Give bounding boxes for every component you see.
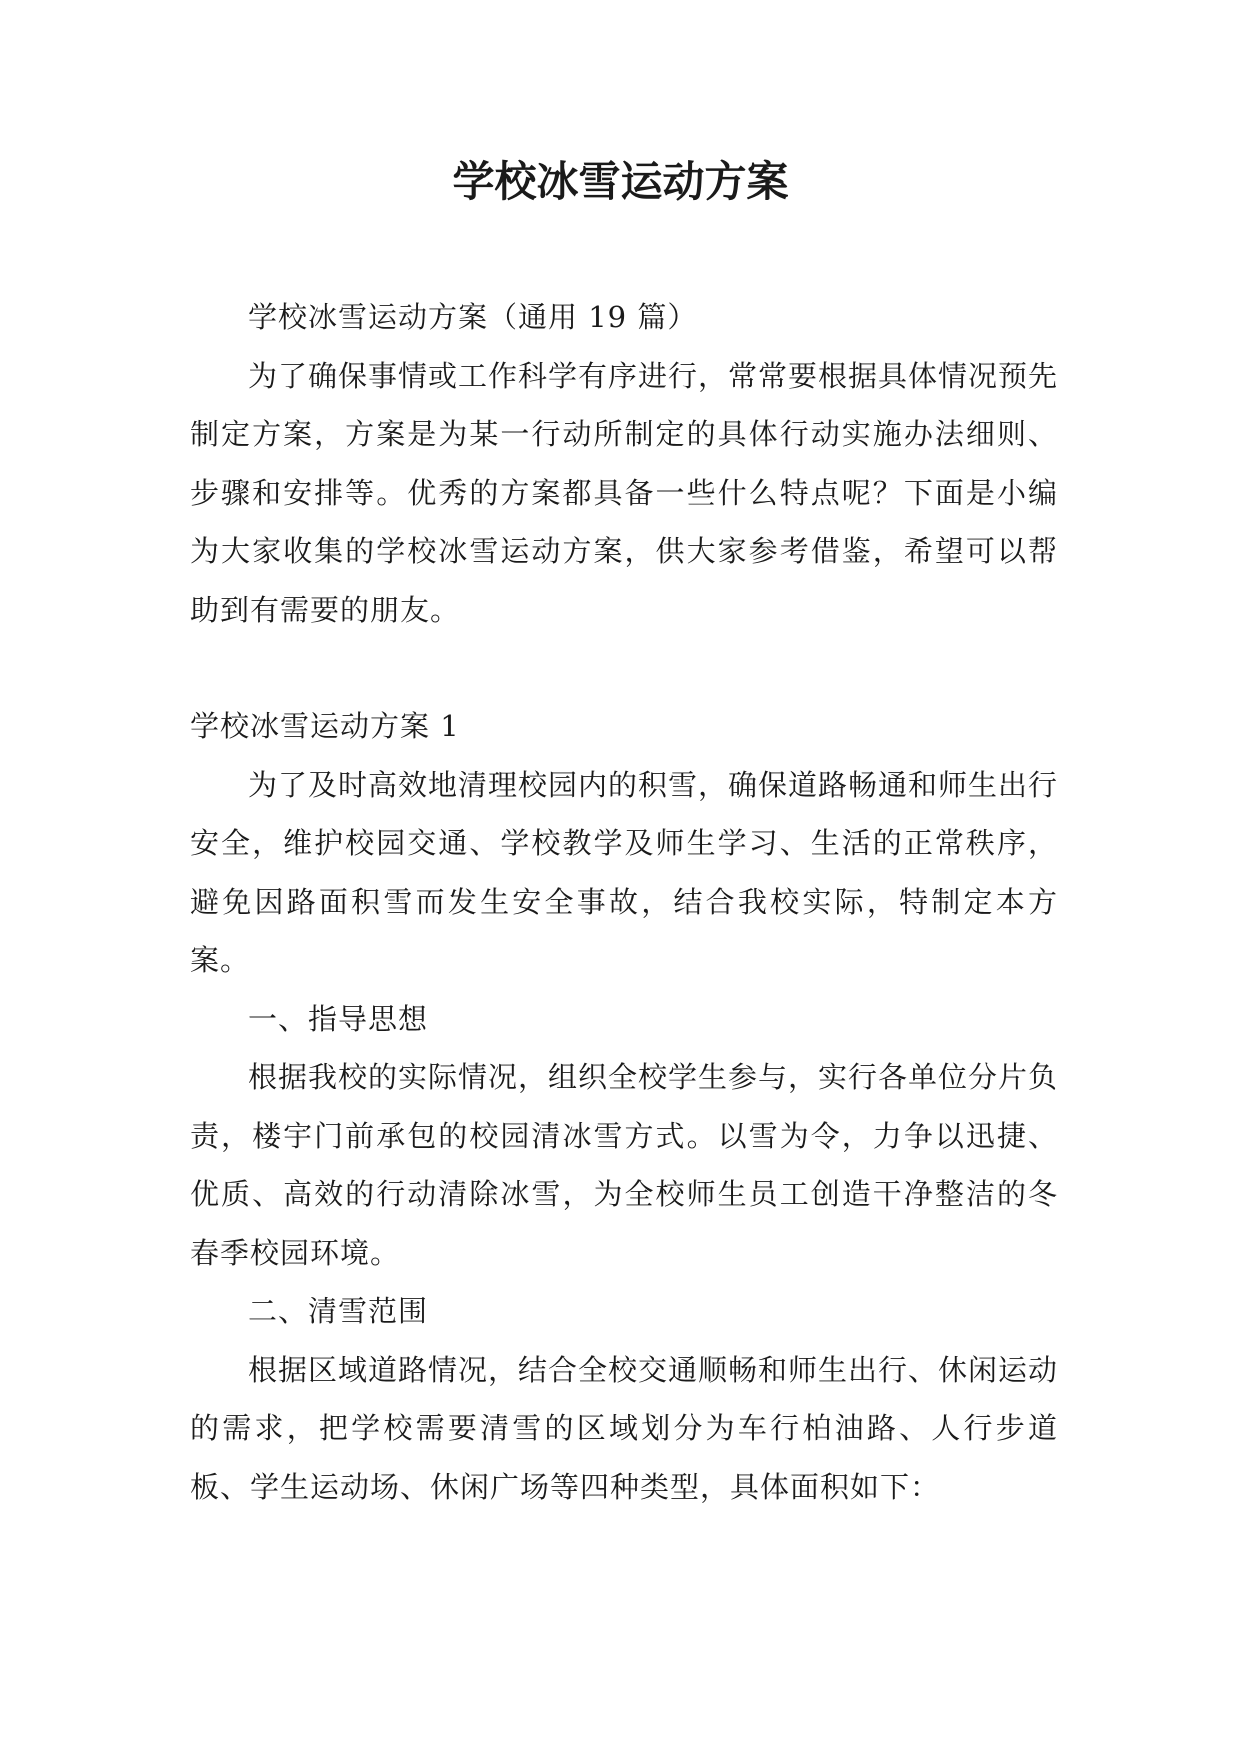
section-subheading-guiding-idea: 一、指导思想 (248, 1001, 429, 1036)
section-paragraph: 为了及时高效地清理校园内的积雪，确保道路畅通和师生出行安全，维护校园交通、学校教学及师生学习、生活的正常秩序，避免因路面积雪而发生安全事故，结合我校实际，特制定本方案。 (190, 767, 1059, 977)
intro-paragraph: 为了确保事情或工作科学有序进行，常常要根据具体情况预先制定方案，方案是为某一行动所制定的具体行动实施办法细则、步骤和安排等。优秀的方案都具备一些什么特点呢？下面是小编为大家收集的学校冰雪运动方案，供大家参考借鉴，希望可以帮助到有需要的朋友。 (190, 358, 1059, 627)
section-paragraph: 根据区域道路情况，结合全校交通顺畅和师生出行、休闲运动的需求，把学校需要清雪的区域划分为车行柏油路、人行步道板、学生运动场、休闲广场等四种类型，具体面积如下： (190, 1352, 1059, 1504)
section-subheading-scope: 二、清雪范围 (248, 1294, 429, 1328)
document-subtitle: 学校冰雪运动方案（通用 19 篇） (248, 300, 698, 334)
section-paragraph: 根据我校的实际情况，组织全校学生参与，实行各单位分片负责，楼宇门前承包的校园清冰雪方式。以雪为令，力争以迅捷、优质、高效的行动清除冰雪，为全校师生员工创造干净整洁的冬春季校园环境。 (190, 1060, 1059, 1270)
document-title: 学校冰雪运动方案 (452, 157, 789, 206)
section-heading: 学校冰雪运动方案 1 (190, 709, 460, 743)
document-body (190, 288, 1058, 1516)
section-spacer (190, 639, 1058, 697)
